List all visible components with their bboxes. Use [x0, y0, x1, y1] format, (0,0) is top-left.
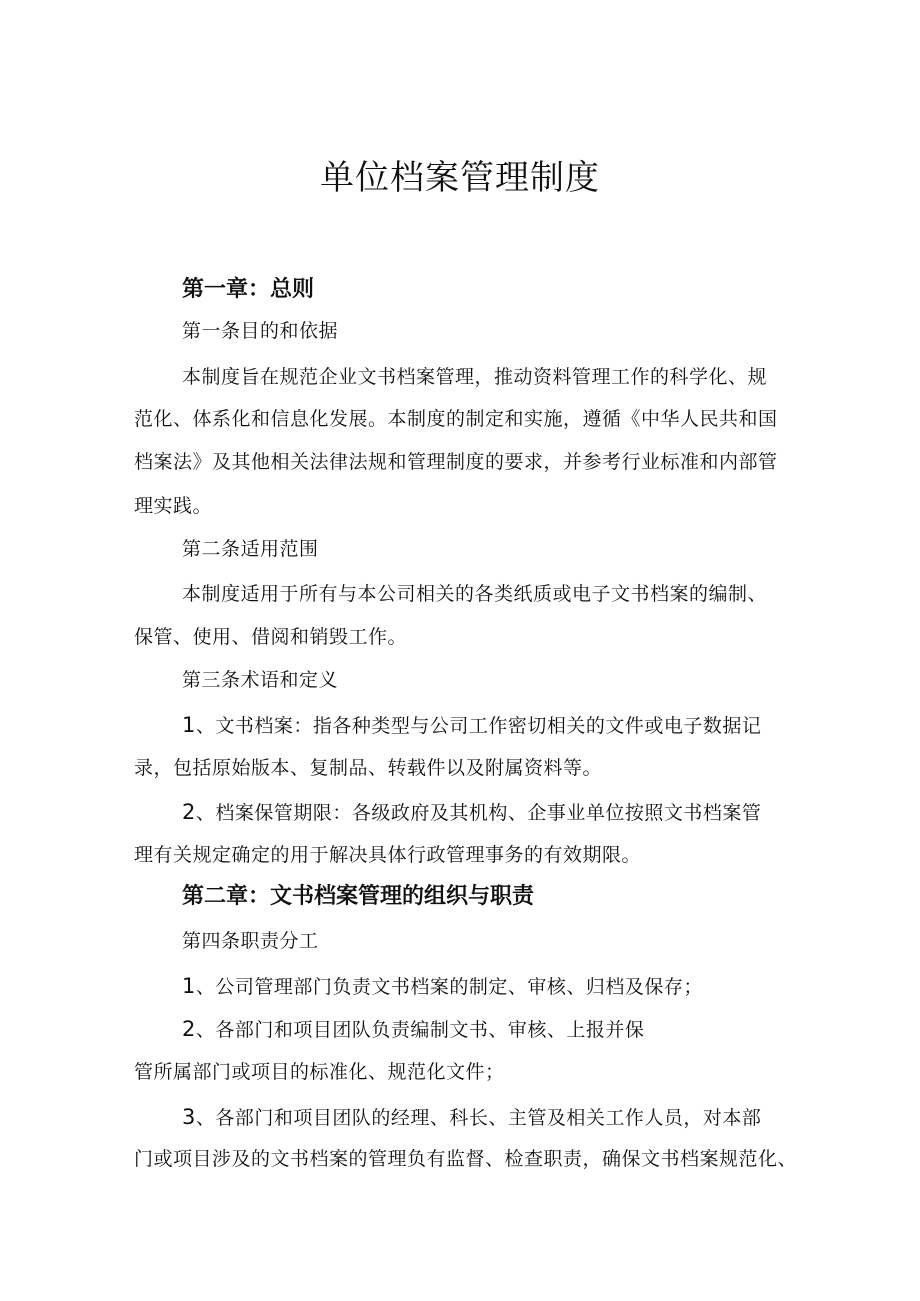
article-1-text-line: 档案法》及其他相关法律法规和管理制度的要求，并参考行业标准和内部管: [134, 451, 778, 473]
article-3-item-1-line: 录，包括原始版本、复制品、转载件以及附属资料等。: [134, 757, 603, 779]
article-4-item-1-line: [182, 976, 842, 997]
article-1-text-line: 本制度旨在规范企业文书档案管理，推动资料管理工作的科学化、规: [182, 366, 768, 388]
article-2-text-line: 本制度适用于所有与本公司相关的各类纸质或电子文书档案的编制、: [182, 583, 768, 605]
item-text: 、公司管理部门负责文书档案的制定、审核、归档及保存；: [195, 976, 703, 998]
article-3-title: 第三条术语和定义: [182, 669, 339, 691]
article-1-text-line: 理实践。: [134, 495, 213, 517]
item-text: 、档案保管期限：各级政府及其机构、企事业单位按照文书档案管: [195, 802, 762, 824]
item-text: 、各部门和项目团队负责编制文书、审核、上报并保: [195, 1019, 645, 1041]
article-2-title: 第二条适用范围: [182, 538, 319, 560]
item-number: 2: [182, 1017, 196, 1041]
article-4-title: 第四条职责分工: [182, 930, 319, 952]
article-4-item-2-line: 管所属部门或项目的标准化、规范化文件；: [134, 1061, 505, 1083]
item-text: 、文书档案：指各种类型与公司工作密切相关的文件或电子数据记: [195, 715, 762, 737]
article-4-item-2-line: [182, 1019, 842, 1040]
article-3-item-2-line: 理有关规定确定的用于解决具体行政管理事务的有效期限。: [134, 844, 642, 866]
article-3-item-1-line: [182, 715, 842, 736]
item-number: 2: [182, 800, 196, 824]
document-title: 单位档案管理制度: [320, 158, 600, 198]
article-4-item-3-line: 门或项目涉及的文书档案的管理负有监督、检查职责，确保文书档案规范化、: [134, 1148, 798, 1170]
chapter-2-heading: 第二章：文书档案管理的组织与职责: [182, 884, 535, 909]
article-2-text-line: 保管、使用、借阅和销毁工作。: [134, 626, 408, 648]
article-1-title: 第一条目的和依据: [182, 320, 339, 342]
article-1-text-line: 范化、体系化和信息化发展。本制度的制定和实施，遵循《中华人民共和国: [134, 408, 778, 430]
item-number: 1: [182, 974, 196, 998]
article-4-item-3-line: [182, 1107, 842, 1128]
item-text: 、各部门和项目团队的经理、科长、主管及相关工作人员，对本部: [195, 1107, 762, 1129]
item-number: 1: [182, 713, 196, 737]
item-number: 3: [182, 1105, 196, 1129]
chapter-1-heading: 第一章：总则: [182, 277, 315, 302]
article-3-item-2-line: [182, 802, 842, 823]
